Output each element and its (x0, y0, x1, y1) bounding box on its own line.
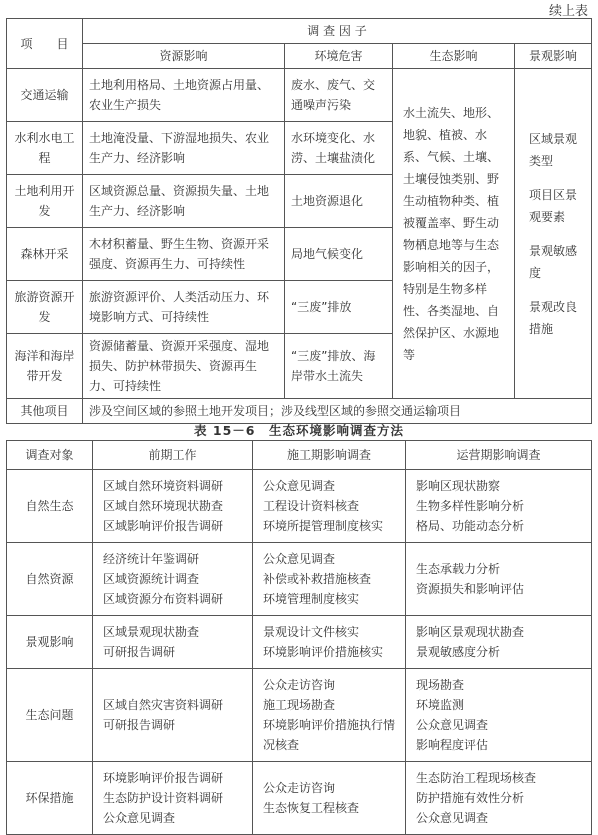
list-item: 景观敏感度分析 (416, 645, 501, 659)
table1-col-project: 项 目 (7, 19, 83, 69)
operation-survey (406, 470, 592, 543)
project-name: 旅游资源开发 (7, 281, 83, 334)
table1-subheader: 生态影响 (393, 44, 515, 69)
table1-header-row (7, 19, 592, 44)
landscape-item: 景观改良措施 (529, 299, 578, 336)
list-item: 资源损失和影响评估 (416, 582, 525, 596)
operation-survey (406, 543, 592, 616)
operation-survey (406, 669, 592, 762)
table1-subheader: 资源影响 (83, 44, 285, 69)
list-item: 影响区景观现状勘查 (416, 625, 525, 639)
table2-header: 运营期影响调查 (406, 441, 592, 470)
list-item: 生态防治工程现场核查 (416, 771, 537, 785)
table1-subheader: 环境危害 (285, 44, 393, 69)
list-item: 环境监测 (416, 698, 465, 712)
landscape-item: 区域景观类型 (529, 131, 578, 168)
list-item: 环境所提管理制度核实 (263, 519, 384, 533)
list-item: 区域自然环境资料调研 (103, 479, 224, 493)
table2-row (7, 543, 592, 616)
table1-other-row (7, 399, 592, 424)
resource-impact: 木材积蓄量、野生生物、资源开采强度、资源再生力、可持续性 (83, 228, 285, 281)
list-item: 公众意见调查 (263, 479, 336, 493)
construction-survey (253, 543, 406, 616)
survey-methods-table (6, 440, 592, 835)
continued-label: 续上表 (548, 4, 588, 19)
construction-survey (253, 762, 406, 835)
project-name: 海洋和海岸带开发 (7, 334, 83, 399)
table2-row (7, 616, 592, 669)
resource-impact: 土地淹没量、下游湿地损失、农业生产力、经济影响 (83, 122, 285, 175)
list-item: 格局、功能动态分析 (416, 519, 525, 533)
list-item: 施工现场勘查 (263, 698, 336, 712)
landscape-item: 项目区景观要素 (529, 187, 578, 224)
list-item: 现场勘查 (416, 678, 465, 692)
list-item: 影响程度评估 (416, 738, 489, 752)
table2-header-row (7, 441, 592, 470)
other-note: 涉及空间区域的参照土地开发项目；涉及线型区域的参照交通运输项目 (83, 399, 592, 424)
landscape-impact (515, 69, 592, 399)
list-item: 可研报告调研 (103, 645, 176, 659)
list-item: 环境影响评价措施核实 (263, 645, 384, 659)
pre-work (93, 470, 253, 543)
project-name: 交通运输 (7, 69, 83, 122)
resource-impact: 资源储蓄量、资源开采强度、湿地损失、防护林带损失、资源再生力、可持续性 (83, 334, 285, 399)
list-item: 生态恢复工程核查 (263, 801, 360, 815)
list-item: 可研报告调研 (103, 718, 176, 732)
env-hazard: 废水、废气、交通噪声污染 (285, 69, 393, 122)
resource-impact: 旅游资源评价、人类活动压力、环境影响方式、可持续性 (83, 281, 285, 334)
list-item: 区域资源分布资料调研 (103, 592, 224, 606)
table1-subheader: 景观影响 (515, 44, 592, 69)
list-item: 区域自然环境现状勘查 (103, 499, 224, 513)
construction-survey (253, 669, 406, 762)
list-item: 生物多样性影响分析 (416, 499, 525, 513)
table1-subheader-row (7, 44, 592, 69)
list-item: 区域影响评价报告调研 (103, 519, 224, 533)
list-item: 区域自然灾害资料调研 (103, 698, 224, 712)
eco-impact: 水土流失、地形、地貌、植被、水系、气候、土壤、土壤侵蚀类别、野生动植物种类、植被覆盖率、野生动物栖息地等与生态影响相关的因子，特别是生物多样性、各类湿地、自然保护区、水源地等 (393, 69, 515, 399)
pre-work (93, 543, 253, 616)
table2-header: 调查对象 (7, 441, 93, 470)
list-item: 经济统计年鉴调研 (103, 552, 200, 566)
table2-header: 前期工作 (93, 441, 253, 470)
env-hazard: 水环境变化、水涝、土壤盐渍化 (285, 122, 393, 175)
table2-row (7, 470, 592, 543)
list-item: 补偿或补救措施核查 (263, 572, 372, 586)
pre-work (93, 762, 253, 835)
resource-impact: 土地利用格局、土地资源占用量、农业生产损失 (83, 69, 285, 122)
env-hazard: “三废”排放 (285, 281, 393, 334)
survey-object: 生态问题 (7, 669, 93, 762)
pre-work (93, 669, 253, 762)
project-name: 其他项目 (7, 399, 83, 424)
table1-row (7, 69, 592, 122)
list-item: 环境管理制度核实 (263, 592, 360, 606)
project-name: 土地利用开发 (7, 175, 83, 228)
construction-survey (253, 470, 406, 543)
env-hazard: 土地资源退化 (285, 175, 393, 228)
env-hazard: 局地气候变化 (285, 228, 393, 281)
survey-factors-table (6, 18, 592, 424)
survey-object: 自然生态 (7, 470, 93, 543)
list-item: 生态防护设计资料调研 (103, 791, 224, 805)
table1-col-factors: 调 查 因 子 (83, 19, 592, 44)
list-item: 公众意见调查 (263, 552, 336, 566)
list-item: 防护措施有效性分析 (416, 791, 525, 805)
list-item: 生态承载力分析 (416, 562, 501, 576)
list-item: 环境影响评价措施执行情况核查 (263, 718, 396, 752)
list-item: 公众意见调查 (103, 811, 176, 825)
table2-row (7, 669, 592, 762)
operation-survey (406, 616, 592, 669)
pre-work (93, 616, 253, 669)
resource-impact: 区域资源总量、资源损失量、土地生产力、经济影响 (83, 175, 285, 228)
list-item: 区域景观现状勘查 (103, 625, 200, 639)
project-name: 水利水电工程 (7, 122, 83, 175)
list-item: 工程设计资料核查 (263, 499, 360, 513)
construction-survey (253, 616, 406, 669)
list-item: 影响区现状勘察 (416, 479, 501, 493)
list-item: 公众走访咨询 (263, 678, 336, 692)
list-item: 环境影响评价报告调研 (103, 771, 224, 785)
survey-object: 自然资源 (7, 543, 93, 616)
list-item: 景观设计文件核实 (263, 625, 360, 639)
table-caption: 表 15－6 生态环境影响调查方法 (194, 423, 404, 438)
table2-header: 施工期影响调查 (253, 441, 406, 470)
survey-object: 景观影响 (7, 616, 93, 669)
env-hazard: “三废”排放、海岸带水土流失 (285, 334, 393, 399)
list-item: 区域资源统计调查 (103, 572, 200, 586)
survey-object: 环保措施 (7, 762, 93, 835)
landscape-item: 景观敏感度 (529, 243, 578, 280)
list-item: 公众走访咨询 (263, 781, 336, 795)
project-name: 森林开采 (7, 228, 83, 281)
list-item: 公众意见调查 (416, 718, 489, 732)
table2-row (7, 762, 592, 835)
list-item: 公众意见调查 (416, 811, 489, 825)
operation-survey (406, 762, 592, 835)
